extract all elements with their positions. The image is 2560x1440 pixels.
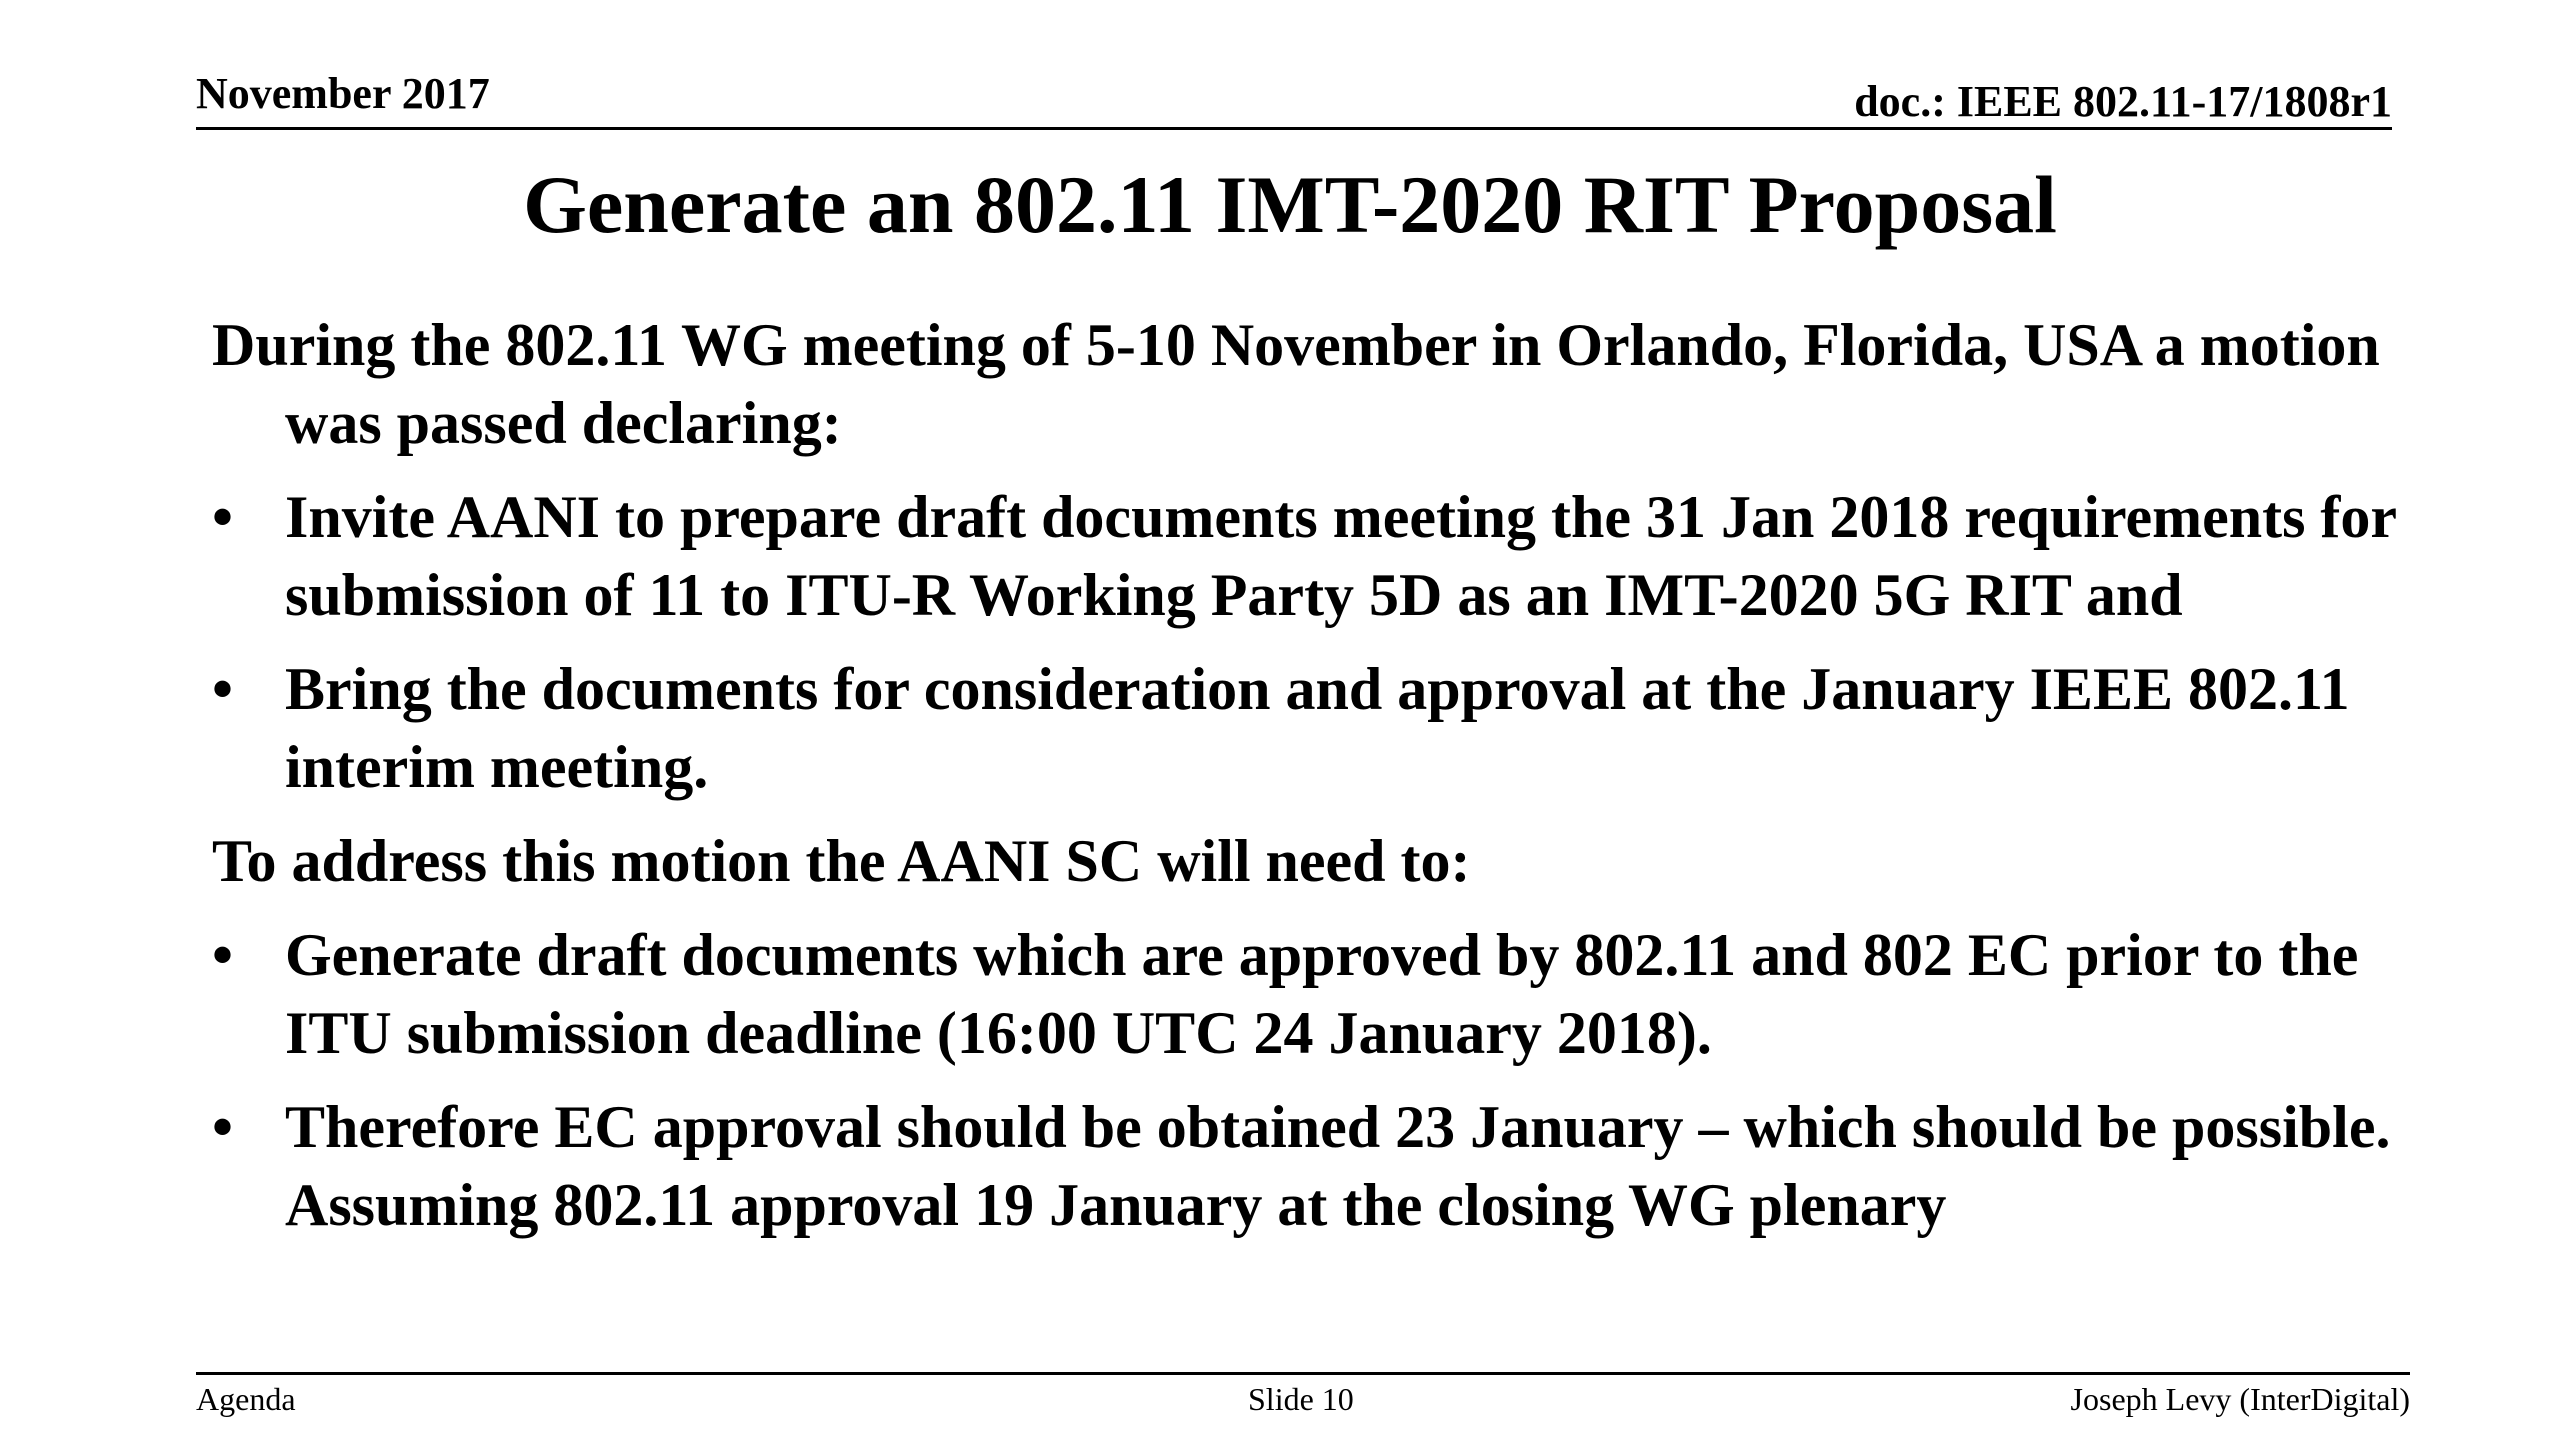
bullet-text: Therefore EC approval should be obtained 23 January – which should be possible. Assuming 802.11 approval 19 January at the closing WG plenary: [285, 1094, 2391, 1238]
bullet-text: Invite AANI to prepare draft documents meeting the 31 Jan 2018 requirements for submission of 11 to ITU-R Working Party 5D as an IMT-2020 5G RIT and: [285, 484, 2396, 628]
footer-agenda: Agenda: [196, 1381, 296, 1417]
slide-title: Generate an 802.11 IMT-2020 RIT Proposal: [523, 159, 2057, 250]
footer-author: Joseph Levy (InterDigital): [2070, 1381, 2410, 1417]
footer-rule: [196, 1372, 2410, 1375]
intro-paragraph: During the 802.11 WG meeting of 5-10 November in Orlando, Florida, USA a motion was passed declaring:: [212, 312, 2380, 456]
slide-body: [212, 306, 2412, 1244]
header-doc-number: doc.: IEEE 802.11-17/1808r1: [1854, 77, 2392, 126]
lead-paragraph: To address this motion the AANI SC will need to:: [212, 828, 1471, 894]
bullet-text: Generate draft documents which are approved by 802.11 and 802 EC prior to the ITU submission deadline (16:00 UTC 24 January 2018).: [285, 922, 2359, 1066]
bullet-glyph: •: [212, 922, 234, 988]
list-item: [212, 650, 2412, 806]
bullet-glyph: •: [212, 484, 234, 550]
bullet-glyph: •: [212, 656, 234, 722]
header-date: November 2017: [196, 69, 490, 118]
header-rule: [196, 127, 2392, 130]
list-item: [212, 1088, 2412, 1244]
list-item: [212, 916, 2412, 1072]
bullet-glyph: •: [212, 1094, 234, 1160]
bullet-text: Bring the documents for consideration and approval at the January IEEE 802.11 interim meeting.: [285, 656, 2350, 800]
footer-slide-number: Slide 10: [1248, 1381, 1354, 1417]
list-item: [212, 478, 2412, 634]
